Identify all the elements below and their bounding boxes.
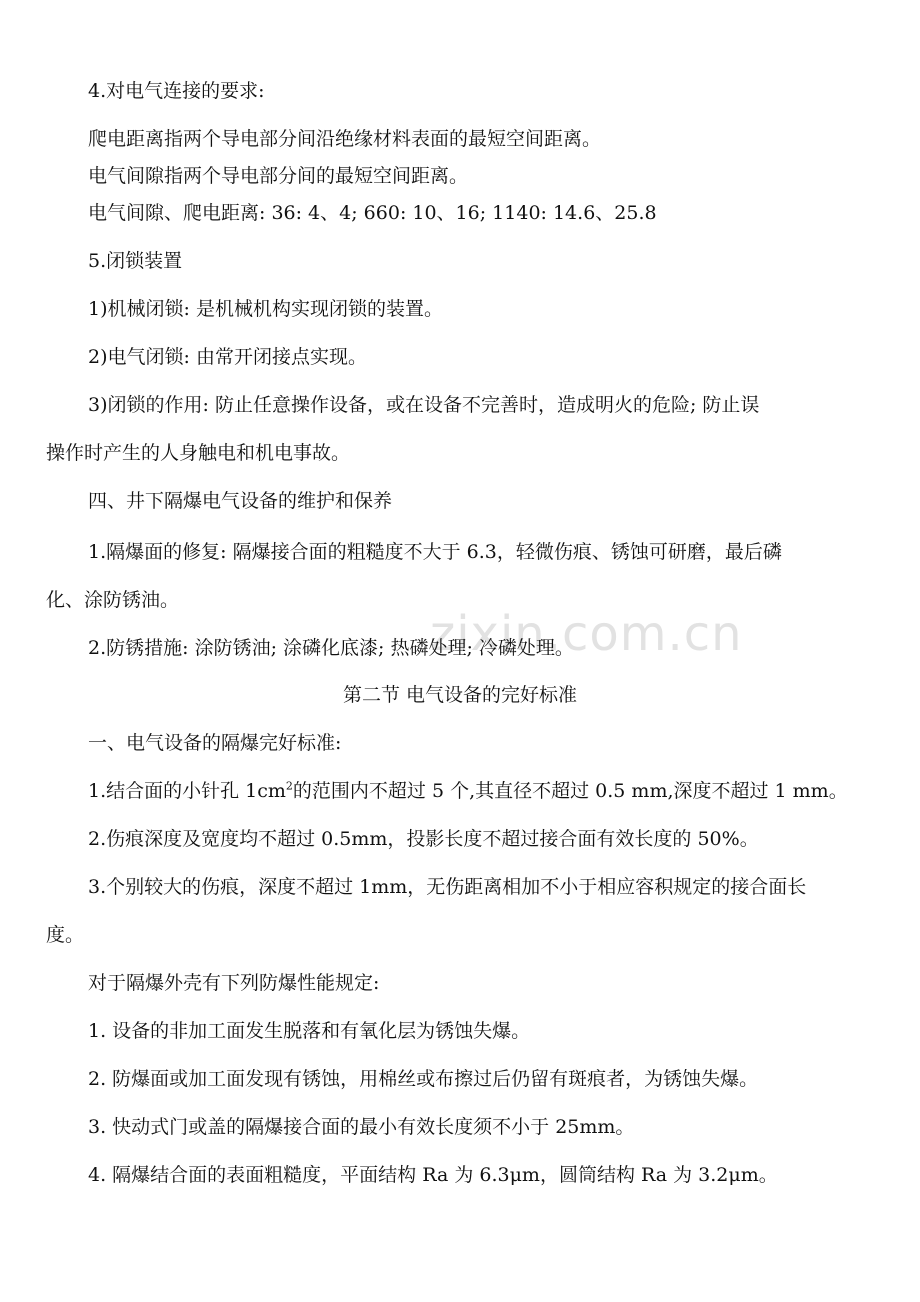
standard-item-text: 1.结合面的小针孔 1cm <box>88 780 286 802</box>
text-line: 2)电气闭锁: 由常开闭接点实现。 <box>88 346 367 368</box>
text-line: 化、涂防锈油。 <box>46 589 180 611</box>
text-line: 爬电距离指两个导电部分间沿绝缘材料表面的最短空间距离。 <box>88 128 602 150</box>
text-line: 电气间隙指两个导电部分间的最短空间距离。 <box>88 165 469 187</box>
standard-item-text: 的范围内不超过 5 个,其直径不超过 0.5 mm,深度不超过 1 mm。 <box>292 780 848 802</box>
superscript: 2 <box>285 779 293 793</box>
text-line: 操作时产生的人身触电和机电事故。 <box>46 442 351 464</box>
text-line: 2.防锈措施: 涂防锈油; 涂磷化底漆; 热磷处理; 冷磷处理。 <box>88 637 574 659</box>
text-line: 3)闭锁的作用: 防止任意操作设备，或在设备不完善时，造成明火的危险; 防止误 <box>88 394 760 416</box>
shell-item: 2. 防爆面或加工面发现有锈蚀，用棉丝或布擦过后仍留有斑痕者，为锈蚀失爆。 <box>88 1068 759 1090</box>
text-line: 1)机械闭锁: 是机械机构实现闭锁的装置。 <box>88 298 443 320</box>
section-heading: 四、井下隔爆电气设备的维护和保养 <box>88 490 393 512</box>
text-line: 1.隔爆面的修复: 隔爆接合面的粗糙度不大于 6.3，轻微伤痕、锈蚀可研磨，最后磷 <box>88 541 782 563</box>
shell-item: 3. 快动式门或盖的隔爆接合面的最小有效长度须不小于 25mm。 <box>88 1116 635 1138</box>
standard-item: 度。 <box>46 924 85 946</box>
text-line: 5.闭锁装置 <box>88 250 183 272</box>
shell-item: 4. 隔爆结合面的表面粗糙度，平面结构 Ra 为 6.3μm，圆筒结构 Ra 为 3.2μm。 <box>88 1164 778 1186</box>
shell-heading: 对于隔爆外壳有下列防爆性能规定: <box>88 972 380 994</box>
text-line: 4.对电气连接的要求: <box>88 80 265 102</box>
shell-item: 1. 设备的非加工面发生脱落和有氧化层为锈蚀失爆。 <box>88 1020 531 1042</box>
standard-heading: 一、电气设备的隔爆完好标准: <box>88 732 342 754</box>
standard-item: 2.伤痕深度及宽度均不超过 0.5mm，投影长度不超过接合面有效长度的 50%。 <box>88 828 759 850</box>
standard-item <box>88 779 848 803</box>
standard-item: 3.个别较大的伤痕，深度不超过 1mm，无伤距离相加不小于相应容积规定的接合面长 <box>88 876 807 898</box>
section-title: 第二节 电气设备的完好标准 <box>342 684 578 706</box>
text-line: 电气间隙、爬电距离: 36: 4、4; 660: 10、16; 1140: 14.6、25.8 <box>88 202 657 224</box>
watermark: zixin.com.cn <box>430 606 743 662</box>
